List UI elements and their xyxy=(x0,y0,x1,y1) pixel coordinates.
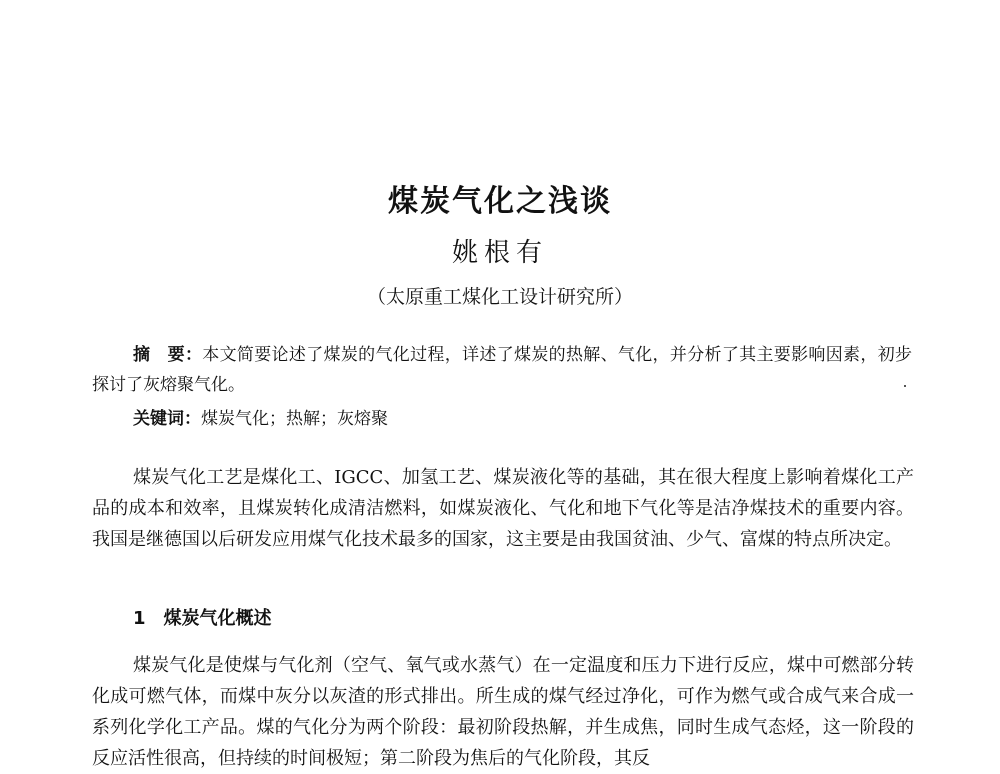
section-heading xyxy=(133,604,272,630)
intro-paragraph: 煤炭气化工艺是煤化工、IGCC、加氢工艺、煤炭液化等的基础，其在很大程度上影响着煤化工产品的成本和效率，且煤炭转化成清洁燃料，如煤炭液化、气化和地下气化等是洁净煤技术的重要内容。我国是继德国以后研发应用煤气化技术最多的国家，这主要是由我国贫油、少气、富煤的特点所决定。 xyxy=(92,467,914,550)
paper-author: 姚根有 xyxy=(451,238,548,268)
scan-speck xyxy=(904,385,906,387)
keywords xyxy=(133,404,913,434)
abstract-text: 本文简要论述了煤炭的气化过程，详述了煤炭的热解、气化，并分析了其主要影响因素，初步探讨了灰熔聚气化。 xyxy=(92,345,913,395)
section-paragraph: 煤炭气化是使煤与气化剂（空气、氧气或水蒸气）在一定温度和压力下进行反应，煤中可燃部分转化成可燃气体，而煤中灰分以灰渣的形式排出。所生成的煤气经过净化，可作为燃气或合成气来合成一系列化学化工产品。煤的气化分为两个阶段：最初阶段热解，并生成焦，同时生成气态烃，这一阶段的反应活性很高，但持续的时间极短；第二阶段为焦后的气化阶段，其反 xyxy=(92,655,914,769)
abstract-label: 摘 要： xyxy=(133,345,203,365)
keywords-label: 关键词： xyxy=(133,409,201,429)
paper-title: 煤炭气化之浅谈 xyxy=(388,184,612,219)
abstract xyxy=(92,340,912,400)
keywords-text: 煤炭气化；热解；灰熔聚 xyxy=(201,409,388,429)
paper-affiliation: （太原重工煤化工设计研究所） xyxy=(366,286,633,308)
section-number: 1 xyxy=(133,608,146,629)
section-title: 煤炭气化概述 xyxy=(163,608,272,629)
